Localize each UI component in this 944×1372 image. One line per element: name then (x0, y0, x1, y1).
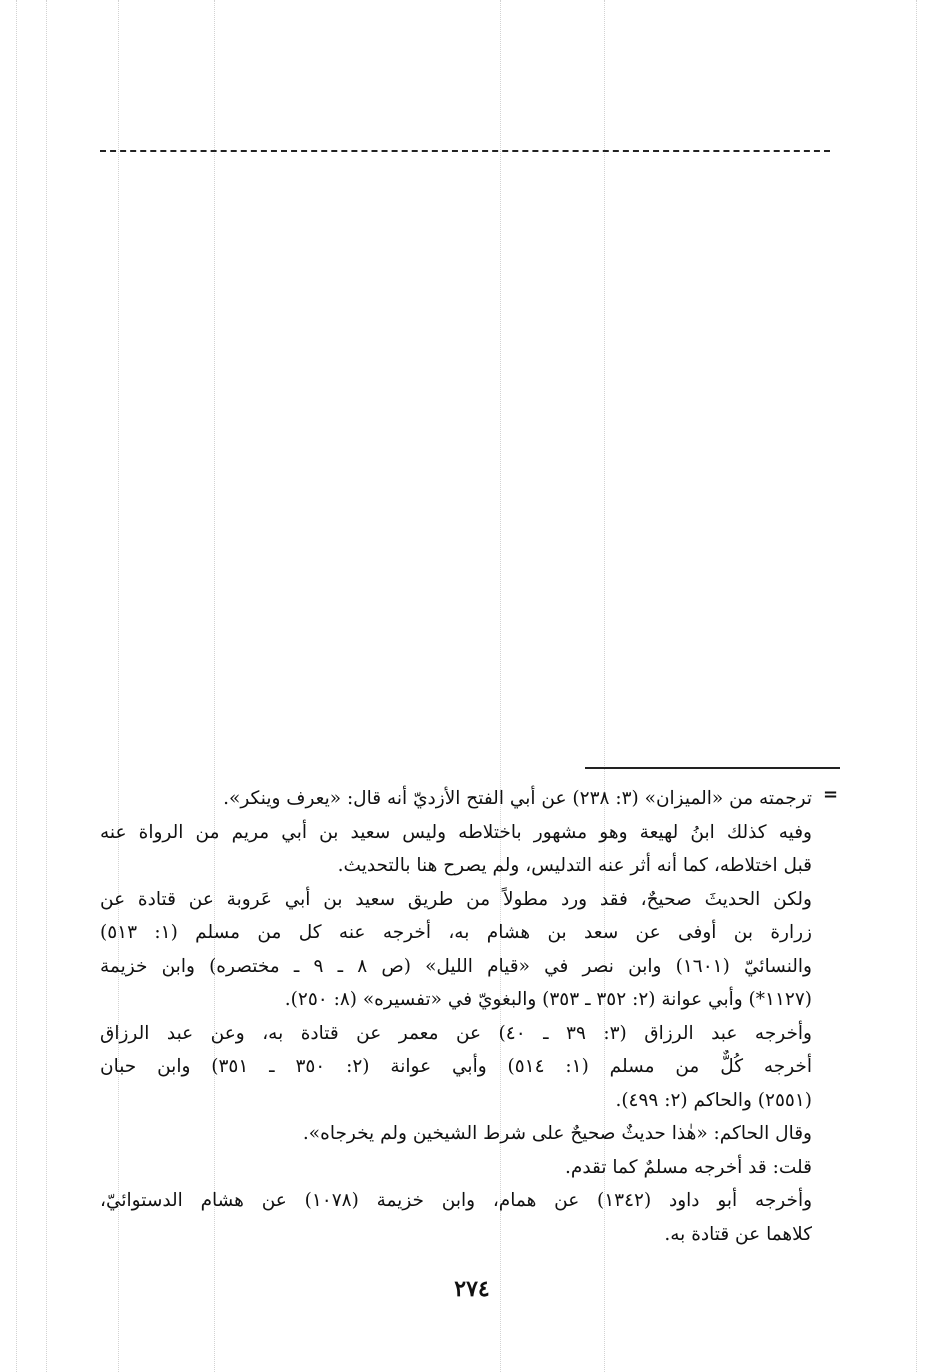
footnote-line: وأخرجه أبو داود (١٣٤٢) عن همام، وابن خزيمة (١٠٧٨) عن هشام الدستوائيّ، (100, 1190, 812, 1211)
scan-guide-line (46, 0, 47, 1372)
footnote-rule (585, 767, 840, 769)
dashed-separator (100, 150, 830, 152)
footnote-line: قبل اختلاطه، كما أنه أثر عنه التدليس، ولم يصرح هنا بالتحديث. (337, 855, 812, 876)
footnote-line: قلت: قد أخرجه مسلمٌ كما تقدم. (564, 1156, 812, 1178)
footnote-text (100, 782, 812, 1251)
footnote-line: وأخرجه عبد الرزاق (٣: ٣٩ ـ ٤٠) عن معمر عن قتادة به، وعن عبد الرزاق (100, 1022, 812, 1044)
footnote-line: ترجمته من «الميزان» (٣: ٢٣٨) عن أبي الفتح الأزديّ أنه قال: «يعرف وينكر». (223, 788, 812, 809)
scan-guide-line (16, 0, 17, 1372)
continuation-mark: = (823, 784, 839, 805)
footnote-line: (٢٥٥١) والحاكم (٢: ٤٩٩). (615, 1089, 812, 1111)
page-number: ٢٧٤ (454, 1276, 490, 1302)
footnote-line: وفيه كذلك ابنُ لهيعة وهو مشهور باختلاطه وليس سعيد بن أبي مريم من الرواة عنه (100, 821, 812, 843)
footnote-line: زرارة بن أوفى عن سعد بن هشام به، أخرجه عنه كل من مسلم (١: ٥١٣) (100, 922, 812, 943)
footnote-line: وقال الحاكم: «هٰذا حديثٌ صحيحٌ على شرط الشيخين ولم يخرجاه». (302, 1123, 812, 1144)
scan-guide-line (916, 0, 917, 1372)
footnote-line: ولكن الحديثَ صحيحٌ، فقد ورد مطولاً من طريق سعيد بن أبي عَروبة عن قتادة عن (100, 888, 812, 910)
footnote-line: كلاهما عن قتادة به. (664, 1223, 812, 1245)
footnote-line: (١١٢٧*) وأبي عوانة (٢: ٣٥٢ ـ ٣٥٣) والبغويّ في «تفسيره» (٨: ٢٥٠). (284, 989, 812, 1010)
footnote-line: والنسائيّ (١٦٠١) وابن نصر في «قيام الليل» (ص ٨ ـ ٩ ـ مختصره) وابن خزيمة (100, 955, 812, 977)
footnote-line: أخرجه كُلٌّ من مسلم (١: ٥١٤) وأبي عوانة (٢: ٣٥٠ ـ ٣٥١) وابن حبان (100, 1056, 812, 1077)
